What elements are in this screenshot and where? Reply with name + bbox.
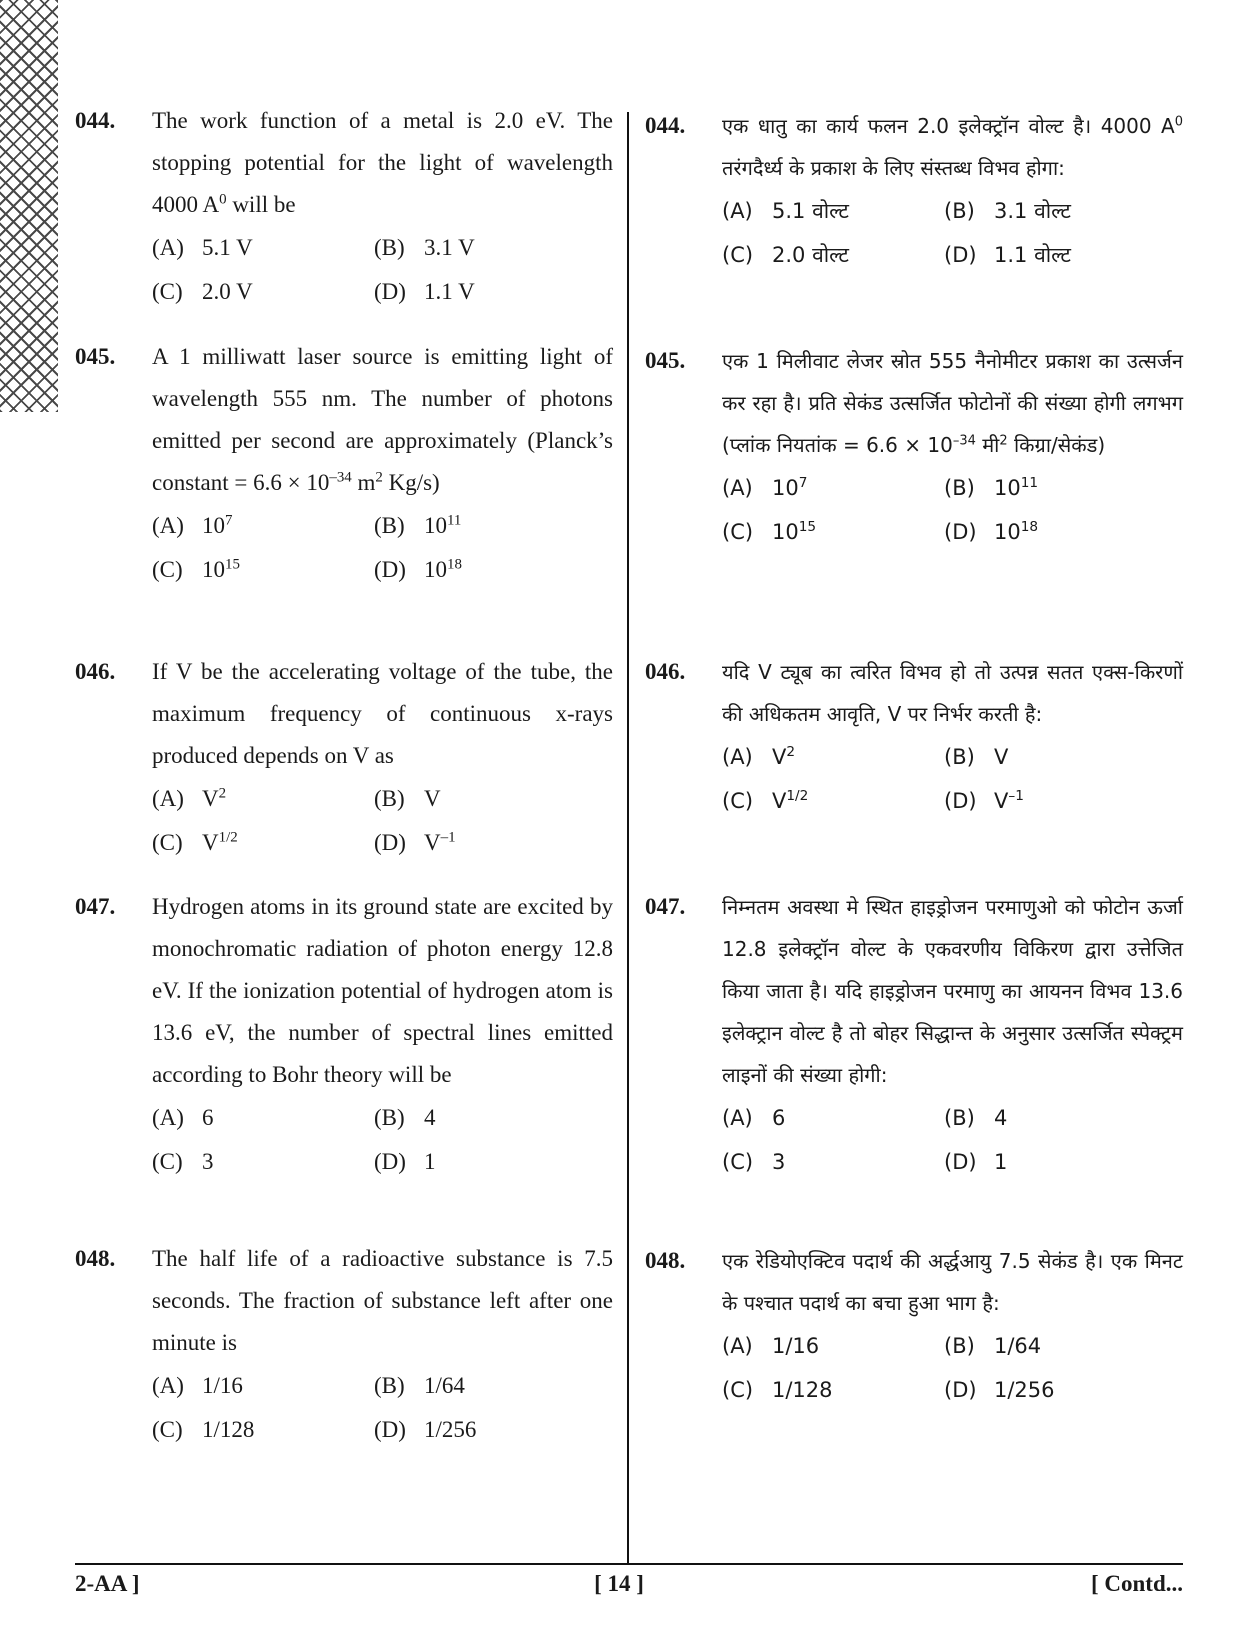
option-label: (D) [374,1417,406,1442]
option-label: (D) [374,1149,406,1174]
question-text: यदि V ट्यूब का त्वरित विभव हो तो उत्पन्न सतत एक्स-किरणों की अधिकतम आवृति, V पर निर्भर करती है: [722,660,1183,726]
option-label: (C) [722,520,754,544]
option-d [374,270,596,314]
question-number: 046. [75,659,116,684]
option-label: (D) [944,1378,977,1402]
column-divider [627,112,629,1564]
question-044-hi [645,105,1183,277]
options-row [152,1408,613,1452]
option-label: (B) [374,1105,405,1130]
option-a [722,466,944,510]
question-text: If V be the accelerating voltage of the tube, the maximum frequency of continuous x-rays produced depends on V as [152,659,613,768]
option-b [944,1324,1166,1368]
question-046-hi [645,651,1183,823]
options [722,1096,1183,1184]
options-row [152,1364,613,1408]
option-label: (C) [152,1149,183,1174]
option-label: (A) [722,199,753,223]
option-value: 1/16 [772,1334,820,1358]
option-a [152,226,374,270]
options [152,1096,613,1184]
option-label: (B) [944,1334,975,1358]
option-value: 1/256 [994,1378,1055,1402]
option-value: $10^{15}$ [202,556,240,582]
option-label: (B) [944,1106,975,1130]
option-label: (D) [374,279,406,304]
option-label: (C) [722,243,754,267]
question-number: 044. [75,108,116,133]
option-c [152,821,374,865]
option-value: 1/128 [202,1417,255,1442]
question-number: 047. [75,894,116,919]
options [722,466,1183,554]
option-label: (B) [374,786,405,811]
option-c [722,233,944,277]
options-row [722,735,1183,779]
options-row [152,504,613,548]
option-label: (A) [722,1334,753,1358]
continued-label: [ Contd... [1090,1571,1183,1596]
option-label: (C) [722,789,754,813]
options-row [152,270,613,314]
option-value: $V^2$ [772,744,796,769]
options-row [722,466,1183,510]
question-text: A 1 milliwatt laser source is emitting light of wavelength 555 nm. The number of photons emitted per second are approximately (Planck’s constant = $6.6 \times 10^{-34}$ $m^2$ Kg/s) [152,344,613,495]
option-label: (A) [722,745,753,769]
options [152,226,613,314]
options-row [722,1368,1183,1412]
option-b [944,466,1166,510]
option-b [374,1364,596,1408]
options-row [722,1096,1183,1140]
option-value: $V^{-1}$ [994,788,1024,813]
question-045-hi [645,340,1183,554]
options [722,735,1183,823]
option-label: (A) [722,1106,753,1130]
option-a [722,735,944,779]
options-row [722,233,1183,277]
question-text: एक रेडियोएक्टिव पदार्थ की अर्द्धआयु 7.5 सेकंड है। एक मिनट के पश्चात पदार्थ का बचा हुआ भाग है: [722,1249,1183,1315]
option-label: (D) [374,830,406,855]
option-label: (A) [722,476,753,500]
options [722,189,1183,277]
option-value: 2.0 वोल्ट [772,243,849,267]
option-label: (A) [152,1105,184,1130]
question-text: Hydrogen atoms in its ground state are excited by monochromatic radiation of photon energy 12.8 eV. If the ionization potential of hydrogen atom is 13.6 eV, the number of spectral lines emitted according to Bohr theory will be [152,894,613,1087]
option-c [722,1140,944,1184]
options-row [722,189,1183,233]
option-value: 3.1 V [424,235,475,260]
option-value: $V^2$ [202,785,227,811]
option-value: 1/128 [772,1378,833,1402]
option-value: $10^{18}$ [994,519,1039,544]
option-c [152,1140,374,1184]
option-label: (C) [152,279,183,304]
option-label: (C) [722,1150,754,1174]
option-d [944,1140,1166,1184]
option-d [374,1408,596,1452]
question-number: 045. [75,344,116,369]
option-a [722,1324,944,1368]
option-b [374,1096,596,1140]
option-value: 1.1 V [424,279,475,304]
option-d [944,233,1166,277]
option-value: 3 [772,1150,786,1174]
option-value: 1/256 [424,1417,477,1442]
options [152,777,613,865]
option-value: 4 [994,1106,1008,1130]
question-044-en [75,100,613,314]
options [152,504,613,592]
options-row [152,1140,613,1184]
options-row [722,1324,1183,1368]
option-value: 1.1 वोल्ट [994,243,1071,267]
option-c [722,779,944,823]
options [152,1364,613,1452]
question-number: 047. [645,894,686,919]
option-label: (C) [152,830,183,855]
option-label: (B) [944,476,975,500]
option-b [944,1096,1166,1140]
option-b [374,504,596,548]
question-047-en [75,886,613,1184]
question-045-en [75,336,613,592]
option-label: (B) [374,513,405,538]
option-b [374,226,596,270]
option-value: 1 [994,1150,1008,1174]
option-label: (C) [152,1417,183,1442]
option-value: 3.1 वोल्ट [994,199,1071,223]
option-c [152,270,374,314]
question-number: 046. [645,659,686,684]
option-value: 5.1 वोल्ट [772,199,849,223]
options-row [152,821,613,865]
option-label: (D) [944,243,977,267]
option-c [722,1368,944,1412]
option-a [722,1096,944,1140]
question-number: 045. [645,348,686,373]
option-value: 1/16 [202,1373,243,1398]
option-label: (C) [152,557,183,582]
option-d [374,1140,596,1184]
option-value: $10^7$ [772,475,808,500]
question-048-en [75,1238,613,1452]
option-value: 6 [772,1106,786,1130]
option-value: $10^7$ [202,512,233,538]
option-a [152,777,374,821]
option-value: $V^{1/2}$ [772,788,809,813]
option-value: 4 [424,1105,436,1130]
booklet-code: 2-AA ] [75,1571,140,1596]
option-value: $V^{-1}$ [424,829,456,855]
option-label: (A) [152,513,184,538]
option-d [374,548,596,592]
option-d [374,821,596,865]
option-a [152,1096,374,1140]
question-text: एक धातु का कार्य फलन 2.0 इलेक्ट्रॉन वोल्ट है। 4000 $A^0$ तरंगदैर्ध्य के प्रकाश के लिए संस्तब्ध विभव होगा: [722,114,1183,180]
question-047-hi [645,886,1183,1184]
option-value: 3 [202,1149,214,1174]
question-number: 048. [645,1248,686,1273]
options-row [722,1140,1183,1184]
option-value: $V^{1/2}$ [202,829,238,855]
question-text: एक 1 मिलीवाट लेजर स्रोत 555 नैनोमीटर प्रकाश का उत्सर्जन कर रहा है। प्रति सेकंड उत्सर्जित फोटोनों की संख्या होगी लगभग (प्लांक नियतांक = $6.6 \times 10^{-34}$ मी$^2$ किग्रा/सेकंड) [722,349,1183,457]
option-label: (D) [944,1150,977,1174]
options-row [152,548,613,592]
option-label: (D) [374,557,406,582]
option-value: $10^{18}$ [424,556,462,582]
option-value: $10^{11}$ [994,475,1039,500]
option-label: (D) [944,789,977,813]
option-value: 6 [202,1105,214,1130]
option-value: 1/64 [994,1334,1042,1358]
option-label: (A) [152,235,184,260]
options-row [722,510,1183,554]
option-a [722,189,944,233]
option-value: 5.1 V [202,235,253,260]
option-a [152,504,374,548]
options [722,1324,1183,1412]
option-value: 2.0 V [202,279,253,304]
question-number: 048. [75,1246,116,1271]
options-row [152,226,613,270]
option-b [374,777,596,821]
option-d [944,1368,1166,1412]
question-number: 044. [645,113,686,138]
option-value: V [994,745,1009,769]
option-label: (B) [944,199,975,223]
option-label: (B) [374,235,405,260]
option-label: (B) [374,1373,405,1398]
option-label: (A) [152,1373,184,1398]
option-a [152,1364,374,1408]
option-value: 1 [424,1149,436,1174]
option-label: (D) [944,520,977,544]
question-text: The half life of a radioactive substance is 7.5 seconds. The fraction of substance left after one minute is [152,1246,613,1355]
option-value: $10^{15}$ [772,519,817,544]
page-number: [ 14 ] [594,1571,644,1596]
option-label: (B) [944,745,975,769]
option-d [944,779,1166,823]
decorative-border-pattern [0,0,58,412]
option-b [944,735,1166,779]
option-value: V [424,786,441,811]
option-d [944,510,1166,554]
question-046-en [75,651,613,865]
question-text: The work function of a metal is 2.0 eV. The stopping potential for the light of wavelength 4000 $A^0$ will be [152,108,613,217]
footer-rule [75,1563,1183,1565]
option-value: $10^{11}$ [424,512,462,538]
option-c [152,548,374,592]
option-c [152,1408,374,1452]
option-value: 1/64 [424,1373,465,1398]
option-label: (A) [152,786,184,811]
options-row [152,1096,613,1140]
option-c [722,510,944,554]
options-row [722,779,1183,823]
options-row [152,777,613,821]
option-label: (C) [722,1378,754,1402]
question-048-hi [645,1240,1183,1412]
option-b [944,189,1166,233]
question-text: निम्नतम अवस्था मे स्थित हाइड्रोजन परमाणुओ को फोटोन ऊर्जा 12.8 इलेक्ट्रॉन वोल्ट के एकवरणीय विकिरण द्वारा उत्तेजित किया जाता है। यदि हाइड्रोजन परमाणु का आयनन विभव 13.6 इलेक्ट्रान वोल्ट है तो बोहर सिद्धान्त के अनुसार उत्सर्जित स्पेक्ट्रम लाइनों की संख्या होगी: [722,895,1183,1087]
